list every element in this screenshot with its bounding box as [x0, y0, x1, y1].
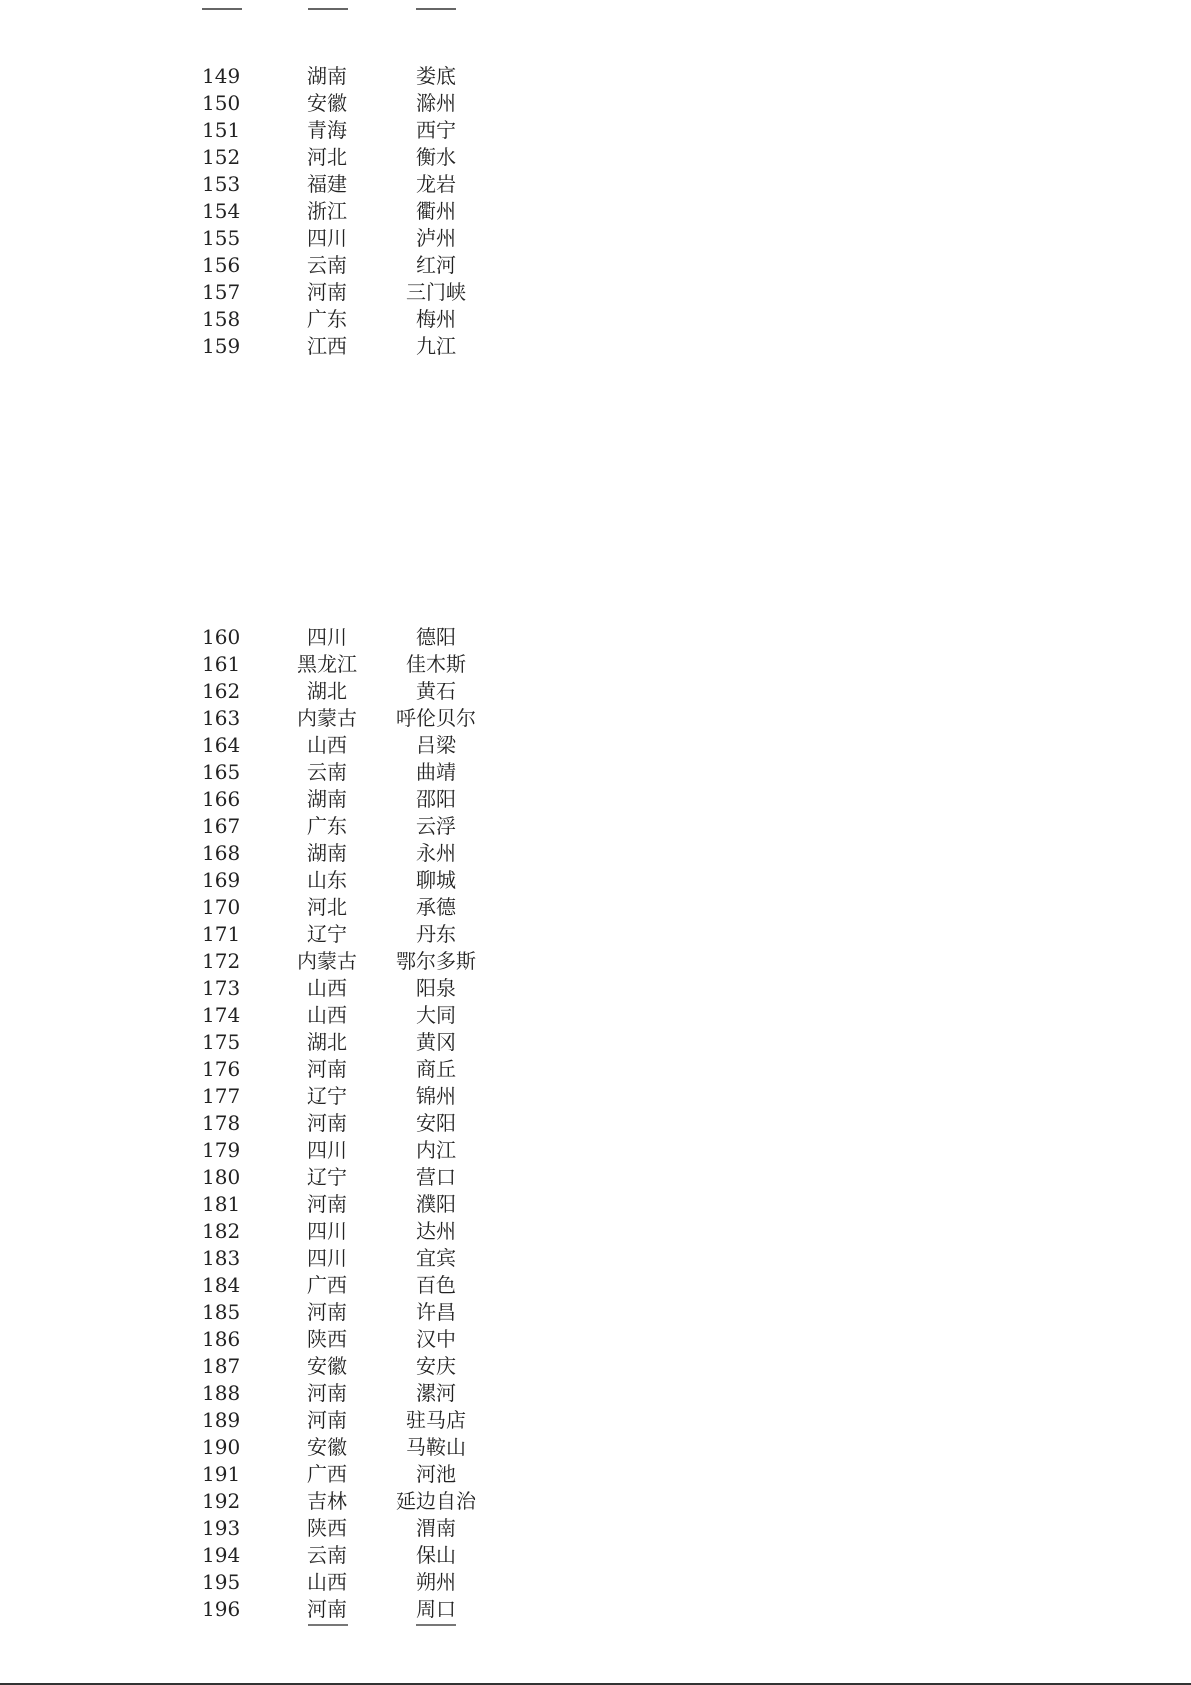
province-cell: 内蒙古	[297, 949, 357, 973]
table-row	[0, 1434, 600, 1461]
province-cell: 河北	[307, 145, 347, 169]
table-row	[0, 624, 600, 651]
row-number: 154	[202, 199, 241, 223]
province-cell: 河南	[307, 1597, 347, 1621]
row-number: 164	[202, 733, 241, 757]
city-cell: 保山	[416, 1543, 456, 1567]
table-row	[0, 144, 600, 171]
city-cell: 许昌	[416, 1300, 456, 1324]
row-number: 182	[202, 1219, 241, 1243]
province-cell: 河南	[307, 1057, 347, 1081]
table-row	[0, 1218, 600, 1245]
city-cell: 河池	[416, 1462, 456, 1486]
province-cell: 广东	[307, 814, 347, 838]
province-cell: 山西	[307, 976, 347, 1000]
province-cell: 四川	[307, 1138, 347, 1162]
city-cell: 永州	[416, 841, 456, 865]
city-cell: 呼伦贝尔	[396, 706, 476, 730]
row-number: 185	[202, 1300, 241, 1324]
row-number: 166	[202, 787, 241, 811]
table-row	[0, 678, 600, 705]
row-number: 189	[202, 1408, 241, 1432]
table-row	[0, 1488, 600, 1515]
row-number: 186	[202, 1327, 241, 1351]
province-cell: 陕西	[307, 1516, 347, 1540]
row-number: 172	[202, 949, 241, 973]
row-number: 176	[202, 1057, 241, 1081]
table-row	[0, 732, 600, 759]
province-cell: 安徽	[307, 91, 347, 115]
row-number: 150	[202, 91, 241, 115]
row-number: 162	[202, 679, 241, 703]
row-number: 174	[202, 1003, 241, 1027]
table-row	[0, 333, 600, 360]
clipped-bottom-row	[180, 1620, 500, 1630]
city-cell: 大同	[416, 1003, 456, 1027]
city-cell: 朔州	[416, 1570, 456, 1594]
city-cell: 邵阳	[416, 787, 456, 811]
province-cell: 河北	[307, 895, 347, 919]
clipped-province-fragment	[308, 0, 348, 10]
row-number: 183	[202, 1246, 241, 1270]
row-number: 169	[202, 868, 241, 892]
city-cell: 聊城	[416, 868, 456, 892]
row-number: 181	[202, 1192, 241, 1216]
table-row	[0, 225, 600, 252]
row-number: 192	[202, 1489, 241, 1513]
city-cell: 衡水	[416, 145, 456, 169]
row-number: 151	[202, 118, 241, 142]
province-cell: 安徽	[307, 1435, 347, 1459]
city-cell: 龙岩	[416, 172, 456, 196]
table-row	[0, 705, 600, 732]
table-row	[0, 921, 600, 948]
city-cell: 商丘	[416, 1057, 456, 1081]
row-number: 165	[202, 760, 241, 784]
clipped-city-fragment	[416, 0, 456, 10]
table-row	[0, 1002, 600, 1029]
province-cell: 湖北	[307, 1030, 347, 1054]
row-number: 152	[202, 145, 241, 169]
table-row	[0, 252, 600, 279]
province-cell: 四川	[307, 625, 347, 649]
table-row	[0, 1569, 600, 1596]
table-row	[0, 1056, 600, 1083]
city-cell: 曲靖	[416, 760, 456, 784]
province-cell: 河南	[307, 1300, 347, 1324]
city-cell: 汉中	[416, 1327, 456, 1351]
city-cell: 鄂尔多斯	[396, 949, 476, 973]
row-number: 195	[202, 1570, 241, 1594]
city-cell: 安阳	[416, 1111, 456, 1135]
clipped-row-fragment	[180, 1620, 500, 1630]
province-cell: 辽宁	[307, 922, 347, 946]
table-row	[0, 975, 600, 1002]
city-cell: 承德	[416, 895, 456, 919]
city-cell: 阳泉	[416, 976, 456, 1000]
row-number: 170	[202, 895, 241, 919]
row-number: 163	[202, 706, 241, 730]
table-row	[0, 1407, 600, 1434]
row-number: 173	[202, 976, 241, 1000]
province-cell: 广东	[307, 307, 347, 331]
city-cell: 黄石	[416, 679, 456, 703]
province-cell: 青海	[307, 118, 347, 142]
row-number: 167	[202, 814, 241, 838]
table-row	[0, 813, 600, 840]
city-cell: 锦州	[416, 1084, 456, 1108]
province-cell: 福建	[307, 172, 347, 196]
city-cell: 吕梁	[416, 733, 456, 757]
table-row	[0, 1596, 600, 1623]
table-row	[0, 1542, 600, 1569]
province-cell: 内蒙古	[297, 706, 357, 730]
table-row	[0, 63, 600, 90]
province-cell: 河南	[307, 1192, 347, 1216]
row-number: 156	[202, 253, 241, 277]
clipped-province-fragment	[308, 1624, 348, 1630]
table-row	[0, 1164, 600, 1191]
table-row	[0, 279, 600, 306]
province-cell: 安徽	[307, 1354, 347, 1378]
table-row	[0, 117, 600, 144]
row-number: 191	[202, 1462, 241, 1486]
city-cell: 西宁	[416, 118, 456, 142]
table-row	[0, 1380, 600, 1407]
province-cell: 浙江	[307, 199, 347, 223]
city-cell: 渭南	[416, 1516, 456, 1540]
row-number: 171	[202, 922, 241, 946]
row-number: 155	[202, 226, 241, 250]
table-row	[0, 948, 600, 975]
province-cell: 广西	[307, 1462, 347, 1486]
province-cell: 山西	[307, 733, 347, 757]
row-number: 160	[202, 625, 241, 649]
row-number: 179	[202, 1138, 241, 1162]
province-cell: 山东	[307, 868, 347, 892]
province-cell: 四川	[307, 1246, 347, 1270]
table-row	[0, 306, 600, 333]
table-row	[0, 90, 600, 117]
city-cell: 九江	[416, 334, 456, 358]
row-number: 177	[202, 1084, 241, 1108]
clipped-top-row	[180, 0, 500, 58]
province-cell: 河南	[307, 280, 347, 304]
table-row	[0, 651, 600, 678]
row-number: 168	[202, 841, 241, 865]
city-cell: 达州	[416, 1219, 456, 1243]
province-cell: 云南	[307, 1543, 347, 1567]
city-cell: 漯河	[416, 1381, 456, 1405]
province-cell: 河南	[307, 1408, 347, 1432]
row-number: 157	[202, 280, 241, 304]
row-number: 188	[202, 1381, 241, 1405]
city-cell: 周口	[416, 1597, 456, 1621]
province-cell: 河南	[307, 1111, 347, 1135]
province-cell: 湖南	[307, 841, 347, 865]
province-cell: 陕西	[307, 1327, 347, 1351]
row-number: 180	[202, 1165, 241, 1189]
table-row	[0, 1353, 600, 1380]
row-number: 175	[202, 1030, 241, 1054]
row-number: 149	[202, 64, 241, 88]
city-cell: 云浮	[416, 814, 456, 838]
clipped-row-fragment	[180, 0, 500, 11]
province-cell: 云南	[307, 253, 347, 277]
city-cell: 延边自治	[396, 1489, 476, 1513]
row-number: 158	[202, 307, 241, 331]
city-cell: 丹东	[416, 922, 456, 946]
province-cell: 湖南	[307, 64, 347, 88]
city-cell: 安庆	[416, 1354, 456, 1378]
row-number: 193	[202, 1516, 241, 1540]
city-cell: 娄底	[416, 64, 456, 88]
clipped-number-fragment	[202, 0, 242, 10]
province-cell: 湖南	[307, 787, 347, 811]
city-cell: 梅州	[416, 307, 456, 331]
city-cell: 百色	[416, 1273, 456, 1297]
row-number: 159	[202, 334, 241, 358]
row-number: 153	[202, 172, 241, 196]
city-cell: 佳木斯	[406, 652, 466, 676]
table-row	[0, 1326, 600, 1353]
province-cell: 吉林	[307, 1489, 347, 1513]
province-cell: 云南	[307, 760, 347, 784]
table-row	[0, 171, 600, 198]
province-cell: 河南	[307, 1381, 347, 1405]
city-cell: 三门峡	[406, 280, 466, 304]
city-cell: 滁州	[416, 91, 456, 115]
province-cell: 江西	[307, 334, 347, 358]
table-row	[0, 1029, 600, 1056]
province-cell: 黑龙江	[297, 652, 357, 676]
table-section-1	[0, 63, 600, 360]
row-number: 196	[202, 1597, 241, 1621]
province-cell: 山西	[307, 1003, 347, 1027]
province-cell: 四川	[307, 1219, 347, 1243]
table-row	[0, 1461, 600, 1488]
city-cell: 红河	[416, 253, 456, 277]
table-row	[0, 867, 600, 894]
table-row	[0, 786, 600, 813]
table-section-2	[0, 624, 600, 1623]
province-cell: 山西	[307, 1570, 347, 1594]
table-row	[0, 894, 600, 921]
city-cell: 驻马店	[406, 1408, 466, 1432]
table-row	[0, 1272, 600, 1299]
province-cell: 辽宁	[307, 1165, 347, 1189]
table-row	[0, 198, 600, 225]
city-cell: 黄冈	[416, 1030, 456, 1054]
table-row	[0, 1137, 600, 1164]
city-cell: 马鞍山	[406, 1435, 466, 1459]
table-row	[0, 1110, 600, 1137]
province-cell: 四川	[307, 226, 347, 250]
row-number: 194	[202, 1543, 241, 1567]
table-row	[0, 1515, 600, 1542]
city-cell: 宜宾	[416, 1246, 456, 1270]
clipped-city-fragment	[416, 1624, 456, 1630]
row-number: 187	[202, 1354, 241, 1378]
province-cell: 辽宁	[307, 1084, 347, 1108]
table-row	[0, 1245, 600, 1272]
city-cell: 内江	[416, 1138, 456, 1162]
city-cell: 营口	[416, 1165, 456, 1189]
row-number: 184	[202, 1273, 241, 1297]
row-number: 178	[202, 1111, 241, 1135]
table-row	[0, 1299, 600, 1326]
province-cell: 广西	[307, 1273, 347, 1297]
city-cell: 濮阳	[416, 1192, 456, 1216]
table-row	[0, 759, 600, 786]
row-number: 190	[202, 1435, 241, 1459]
city-cell: 德阳	[416, 625, 456, 649]
row-number: 161	[202, 652, 241, 676]
table-row	[0, 1191, 600, 1218]
city-cell: 泸州	[416, 226, 456, 250]
table-row	[0, 840, 600, 867]
city-cell: 衢州	[416, 199, 456, 223]
province-cell: 湖北	[307, 679, 347, 703]
table-row	[0, 1083, 600, 1110]
